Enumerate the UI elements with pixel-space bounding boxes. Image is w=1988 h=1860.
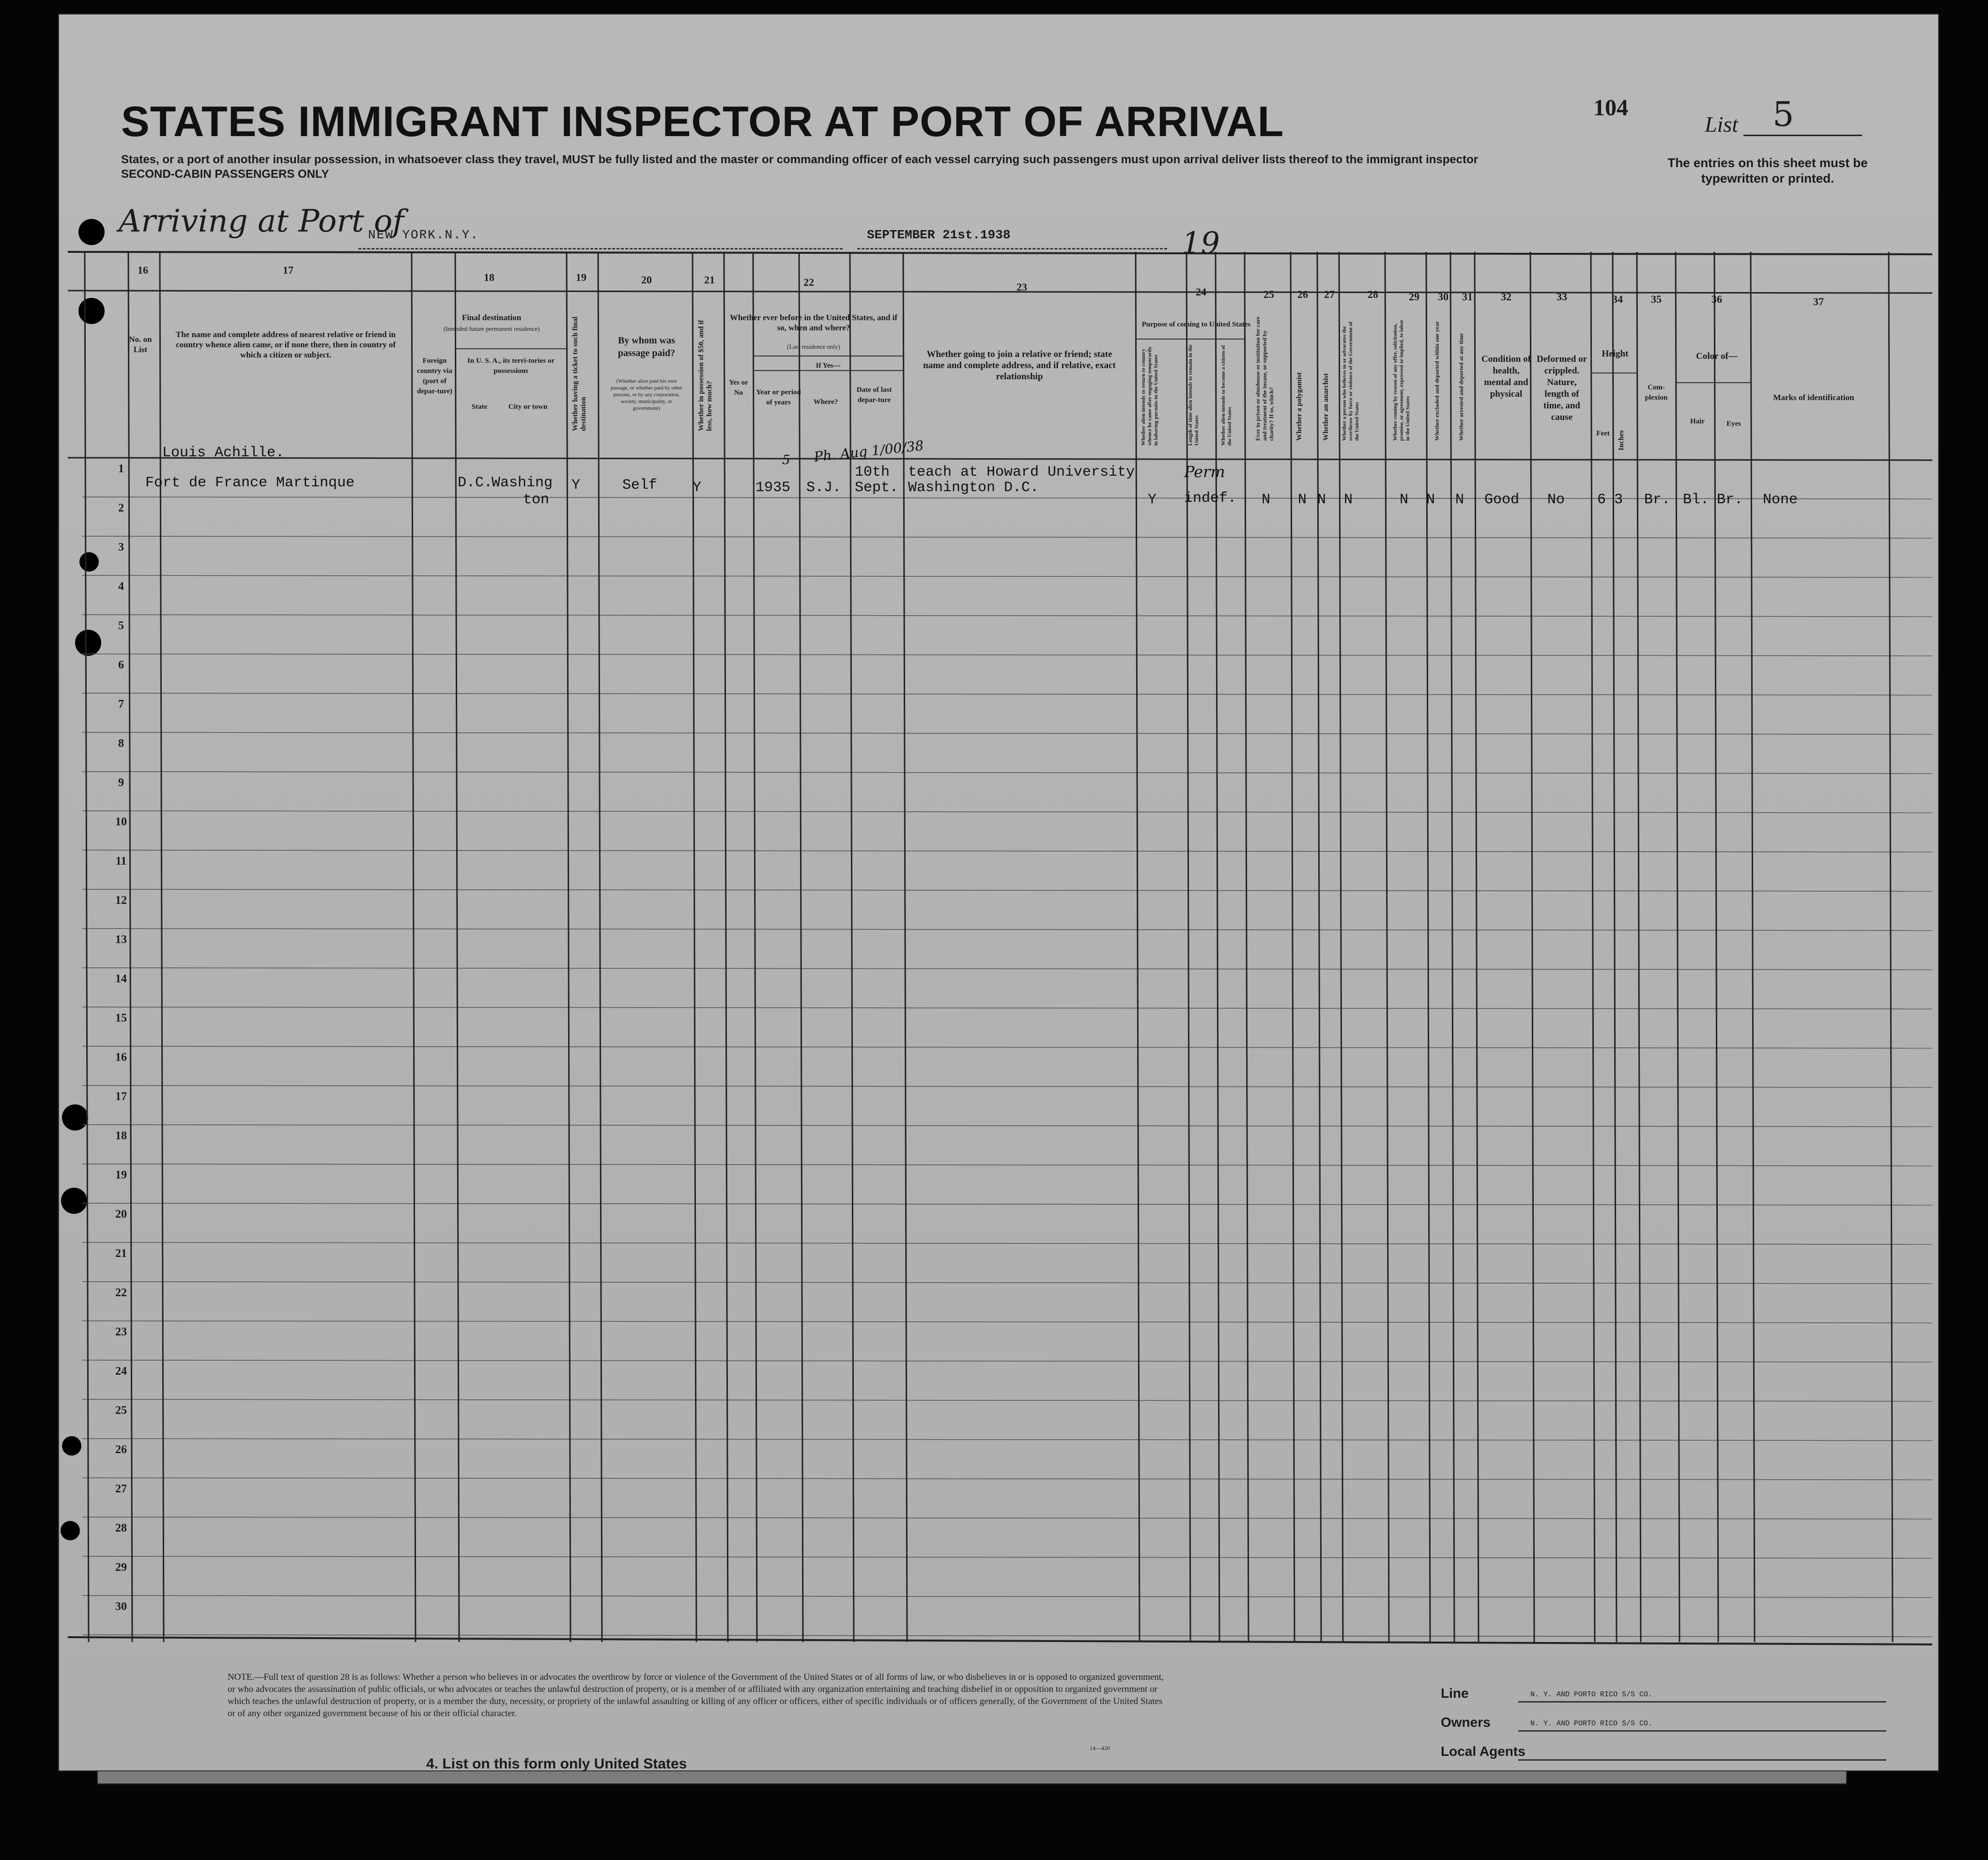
owners-underline xyxy=(1518,1730,1886,1732)
header-passage-paid: By whom was passage paid? xyxy=(617,335,676,358)
header-inches: Inches xyxy=(1618,430,1625,450)
col-num-31: 31 xyxy=(1462,291,1473,303)
col-num-21: 21 xyxy=(704,274,715,286)
col-num-18: 18 xyxy=(484,271,494,283)
row-number: 27 xyxy=(115,1483,127,1495)
col-num-26: 26 xyxy=(1297,288,1308,300)
prison-value: N xyxy=(1262,492,1271,508)
relative-name: Louis Achille. xyxy=(162,445,285,461)
col-num-30: 30 xyxy=(1438,291,1449,303)
row-number: 26 xyxy=(115,1443,127,1456)
typewritten-note: The entries on this sheet must be typewritten or printed. xyxy=(1667,155,1868,186)
relative-address: Fort de France Martinque xyxy=(145,475,355,491)
date-value: SEPTEMBER 21st.1938 xyxy=(867,228,1011,242)
header-arrested: Whether arrested and deported at any time xyxy=(1458,333,1464,441)
col-num-27: 27 xyxy=(1324,288,1335,300)
hair-value: Bl. xyxy=(1683,492,1710,508)
year-prefix: 19 xyxy=(1182,225,1220,261)
prior-date-month: Sept. xyxy=(855,480,899,496)
marks-value: None xyxy=(1763,492,1798,508)
header-purpose-citizen: Whether alien intends to become a citizen of the United States xyxy=(1220,345,1233,446)
col-num-24: 24 xyxy=(1196,286,1206,298)
header-if-yes: If Yes— xyxy=(816,362,841,370)
header-possession-50: Whether in possession of $50, and if less, how much? xyxy=(697,320,713,431)
row-number: 5 xyxy=(118,620,124,632)
col-num-34: 34 xyxy=(1612,293,1623,305)
row-number: 3 xyxy=(118,541,124,554)
header-health: Condition of health, mental and physical xyxy=(1481,354,1531,399)
height-inches-value: 3 xyxy=(1614,492,1623,508)
col-num-19: 19 xyxy=(576,271,586,283)
col-num-16: 16 xyxy=(138,264,148,276)
col-num-17: 17 xyxy=(283,264,293,276)
row-number: 13 xyxy=(115,933,127,946)
year-handwritten: 5 xyxy=(782,453,790,467)
anarchist-value: N xyxy=(1317,492,1326,508)
purpose-length-value: indef. xyxy=(1184,490,1237,507)
list-label: List xyxy=(1705,112,1739,137)
row-number: 23 xyxy=(115,1326,127,1338)
deformed-value: No xyxy=(1547,492,1565,508)
header-foreign-country: Foreign country via (port of depar-ture) xyxy=(416,357,453,395)
row-number: 2 xyxy=(118,502,124,514)
row-number: 20 xyxy=(115,1208,127,1221)
header-final-destination-sub: (Intended future permanent residence) xyxy=(443,325,540,332)
row-number: 12 xyxy=(115,894,127,907)
row-number: 4 xyxy=(118,580,124,593)
header-height: Height xyxy=(1602,349,1629,359)
owners-value: N. Y. AND PORTO RICO S/S CO. xyxy=(1530,1720,1653,1728)
header-eyes: Eyes xyxy=(1726,420,1741,428)
sheet-number: 104 xyxy=(1593,95,1628,121)
arrested-value: N xyxy=(1455,492,1464,508)
excluded-value: N xyxy=(1426,492,1435,508)
row-number: 21 xyxy=(115,1247,127,1260)
row-number: 10 xyxy=(115,816,127,828)
footnote-question-28: NOTE.—Full text of question 28 is as follows: Whether a person who believes in or advocates the overthrow by force or violence of the Government of the United States or of all forms of law, or who disbelieves in or is opposed to organized government, or who advocates the assassination of public officials, or who advocates or teaches the unlawful destruction of property, or is a member of or affiliated with any organization entertaining and teaching disbelief in or opposition to organized government or which teaches the unlawful destruction of property, or is a member the duty, necessity, or propriety of the unlawful assaulting or killing of any officer or officers, either of specific individuals or of officers generally, of the Government of the United States or of any other organized government because of his or their official character. xyxy=(228,1672,1164,1719)
destination-city-1: Washing xyxy=(492,475,553,491)
header-yes-no: Yes or No xyxy=(729,379,748,397)
header-date-departure: Date of last depar-ture xyxy=(856,386,892,404)
header-anarchist: Whether an anarchist xyxy=(1322,373,1330,441)
header-overthrow: Whether a person who believes in or advocates the overthrow by force or violence of the Government of the United States xyxy=(1341,321,1360,441)
header-state: State xyxy=(471,403,488,411)
col-num-23: 23 xyxy=(1017,281,1027,293)
col-num-35: 35 xyxy=(1651,293,1662,305)
col-num-25: 25 xyxy=(1264,288,1274,300)
offer-labor-value: N xyxy=(1400,492,1409,508)
joining-line-2: Washington D.C. xyxy=(908,480,1039,496)
row-number: 28 xyxy=(115,1522,127,1534)
line-underline xyxy=(1518,1701,1886,1703)
row-number: 9 xyxy=(118,776,124,789)
overthrow-value: N xyxy=(1344,492,1353,508)
header-polygamist: Whether a polygamist xyxy=(1295,372,1303,441)
row-number: 14 xyxy=(115,973,127,985)
header-feet: Feet xyxy=(1596,430,1610,437)
row-number: 19 xyxy=(115,1169,127,1181)
header-where: Where? xyxy=(813,398,838,406)
header-deformed: Deformed or crippled. Nature, length of time, and cause xyxy=(1537,354,1587,422)
eyes-value: Br. xyxy=(1717,492,1743,508)
col-num-28: 28 xyxy=(1368,288,1378,300)
ticket-value: Y xyxy=(571,477,581,494)
complexion-value: Br. xyxy=(1644,492,1671,508)
row-number: 6 xyxy=(118,659,124,671)
health-value: Good xyxy=(1484,492,1520,508)
header-joining: Whether going to join a relative or friend; state name and complete address, and if relative, exact relationship xyxy=(923,349,1116,382)
header-offer-labor: Whether coming by reason of any offer, solicitation, promise, or agreement, expressed or implied, to labor in the United States xyxy=(1392,320,1411,441)
passage-paid-value: Self xyxy=(622,477,658,494)
row-number: 25 xyxy=(115,1404,127,1417)
col-num-33: 33 xyxy=(1556,291,1567,303)
line-value: N. Y. AND PORTO RICO S/S CO. xyxy=(1530,1690,1653,1699)
row-number: 24 xyxy=(115,1365,127,1378)
col-num-36: 36 xyxy=(1711,293,1722,305)
destination-state: D.C. xyxy=(458,475,493,491)
polygamist-value: N xyxy=(1298,492,1307,508)
header-excluded: Whether excluded and deported within one year xyxy=(1433,321,1440,441)
prior-year: 1935 xyxy=(755,480,791,496)
row-number: 7 xyxy=(118,698,124,711)
destination-city-2: ton xyxy=(523,492,550,508)
height-feet-value: 6 xyxy=(1597,492,1606,508)
header-year: Year or period of years xyxy=(756,388,801,406)
arriving-label: Arriving at Port of xyxy=(119,203,404,239)
header-ever-before: Whether ever before in the United States, and if so, when and where? xyxy=(729,313,898,332)
row-number: 17 xyxy=(115,1090,127,1103)
port-value: NEW YORK.N.Y. xyxy=(368,228,479,242)
row-number: 11 xyxy=(115,855,127,868)
header-usa: In U. S. A., its terri-tories or possessions xyxy=(467,357,555,375)
col-num-37: 37 xyxy=(1813,295,1824,308)
header-hair: Hair xyxy=(1690,418,1705,425)
page-title: STATES IMMIGRANT INSPECTOR AT PORT OF ARRIVAL xyxy=(121,97,1284,145)
header-purpose-length: Length of time alien intends to remain in the United States xyxy=(1187,344,1200,446)
header-purpose: Purpose of coming to United States xyxy=(1141,321,1251,328)
form-number: 14—420 xyxy=(1090,1745,1110,1752)
header-passage-paid-sub: (Whether alien paid his own passage, or whether paid by other persons, or by any corporation, society, municipality, or government) xyxy=(611,378,682,411)
header-city: City or town xyxy=(508,403,548,411)
col-num-29: 29 xyxy=(1409,291,1419,303)
header-color: Color of— xyxy=(1696,351,1738,361)
list-instruction: 4. List on this form only United States xyxy=(426,1756,687,1772)
owners-label: Owners xyxy=(1441,1715,1491,1730)
header-nearest-relative: The name and complete address of nearest relative or friend in country whence alien came, or if none there, then in country of which a citizen or subject. xyxy=(175,330,396,359)
header-prison: Ever in prison or almshouse or institution for care and treatment of the insane, or supported by charity? If so, which? xyxy=(1254,316,1275,441)
row-number: 18 xyxy=(115,1130,127,1142)
line-label: Line xyxy=(1441,1686,1469,1701)
row-number: 15 xyxy=(115,1012,127,1024)
agents-label: Local Agents xyxy=(1441,1744,1526,1759)
row-number: 29 xyxy=(115,1561,127,1574)
instruction-line: States, or a port of another insular possession, in whatsoever class they travel, MUST be fully listed and the master or commanding officer of each vessel carrying such passengers must upon arrival deliver lists thereof to the immigrant inspector xyxy=(121,153,1479,166)
header-purpose-return: Whether alien intends to return to country whence he came after engaging temporarily in laboring pursuits in the United States xyxy=(1140,346,1159,446)
col-num-32: 32 xyxy=(1501,291,1511,303)
agents-underline xyxy=(1518,1759,1886,1761)
class-label: SECOND-CABIN PASSENGERS ONLY xyxy=(121,168,329,181)
header-final-destination: Final destination xyxy=(462,313,522,322)
handwritten-note: Ph. Aug 1/00/38 xyxy=(813,437,925,465)
possession-50-value: Y xyxy=(693,480,702,496)
row-number: 8 xyxy=(118,737,124,750)
joining-line-1: teach at Howard University xyxy=(908,464,1135,480)
list-value: 5 xyxy=(1772,94,1794,134)
row-number: 16 xyxy=(115,1051,127,1064)
row-number: 22 xyxy=(115,1286,127,1299)
col-num-22: 22 xyxy=(803,276,814,288)
row-number: 30 xyxy=(115,1600,127,1613)
purpose-handwritten: Perm xyxy=(1184,463,1225,481)
prior-where: S.J. xyxy=(806,480,842,496)
header-marks: Marks of identification xyxy=(1773,393,1854,402)
row-number: 1 xyxy=(118,463,124,475)
header-complexion: Com-plexion xyxy=(1645,384,1668,402)
purpose-return-value: Y xyxy=(1148,492,1157,508)
header-last-residence: (Last residence only) xyxy=(787,343,840,350)
col-num-20: 20 xyxy=(641,274,652,286)
header-no-on-list: No. on List xyxy=(129,335,152,354)
prior-date-day: 10th xyxy=(855,464,890,480)
header-ticket: Whether having a ticket to such final destination xyxy=(571,316,587,431)
